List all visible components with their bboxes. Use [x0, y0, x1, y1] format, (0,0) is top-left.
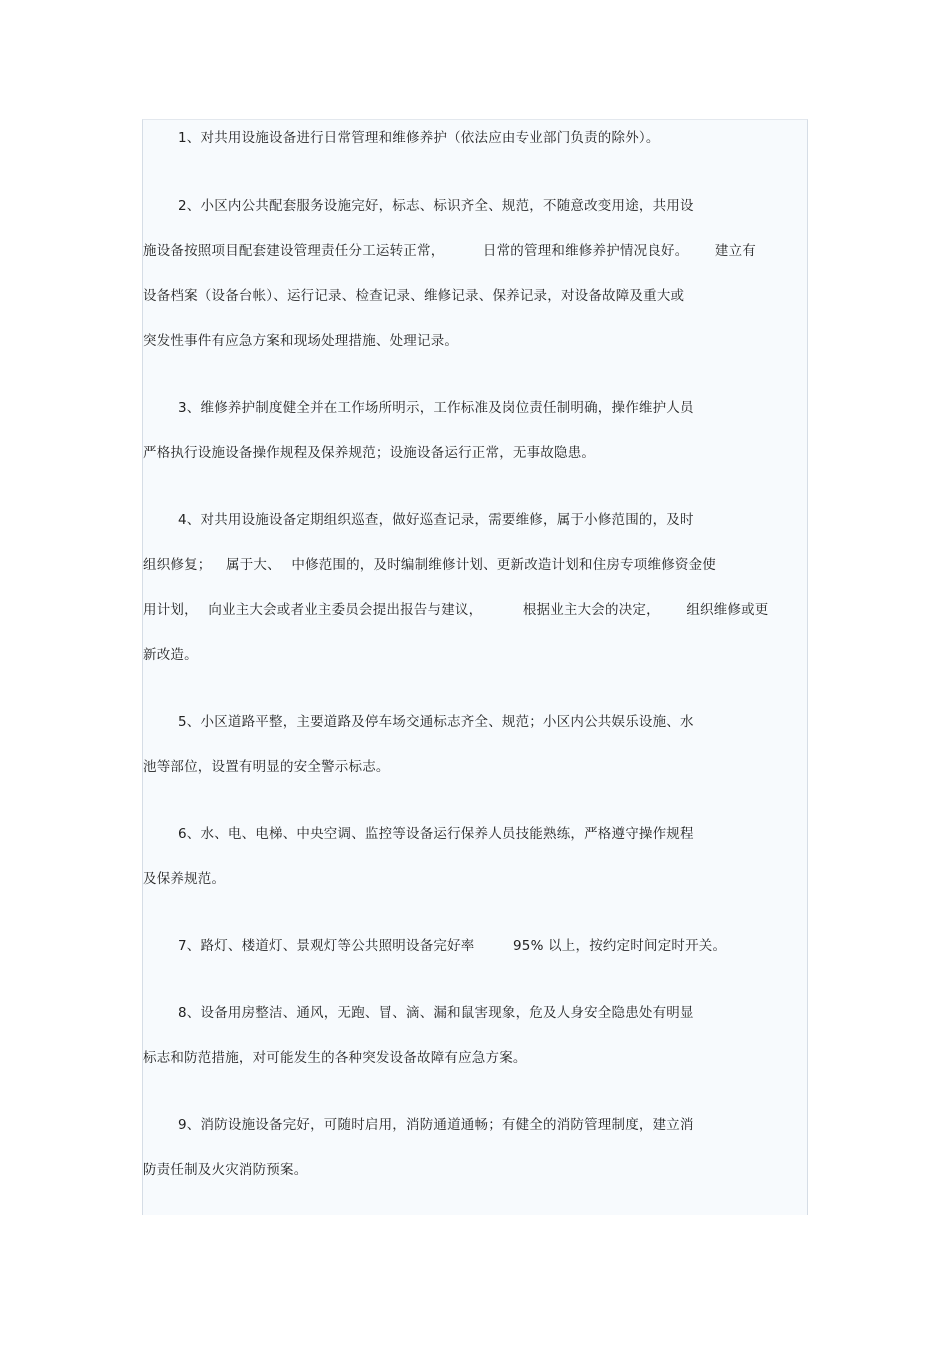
document-panel	[142, 119, 808, 1215]
item-4-line-1-text: 4、对共用设施设备定期组织巡查，做好巡查记录，需要维修，属于小修范围的，及时	[178, 512, 694, 528]
item-5-line-2	[143, 757, 807, 777]
item-8-line-1	[178, 1003, 807, 1023]
item-8-line-1-text: 8、设备用房整洁、通风，无跑、冒、滴、漏和鼠害现象，危及人身安全隐患处有明显	[178, 1005, 694, 1021]
item-5-line-1-text: 5、小区道路平整，主要道路及停车场交通标志齐全、规范；小区内公共娱乐设施、水	[178, 714, 694, 730]
item-9-line-2	[143, 1160, 807, 1180]
item-4-line-2-seg-3: 中修范围的，及时编制维修计划、更新改造计划和住房专项维修资金使	[291, 557, 717, 573]
item-4-line-4-text: 新改造。	[143, 647, 198, 663]
item-2-line-4	[143, 331, 807, 351]
item-4-line-4	[143, 645, 807, 665]
item-8-line-2-text: 标志和防范措施，对可能发生的各种突发设备故障有应急方案。	[143, 1050, 527, 1066]
item-4-line-1	[178, 510, 807, 530]
item-6-line-1	[178, 824, 807, 844]
item-4-line-2-seg-2: 属于大、	[226, 557, 281, 573]
item-3-line-2-text: 严格执行设施设备操作规程及保养规范；设施设备运行正常，无事故隐患。	[143, 445, 596, 461]
item-4-line-2	[143, 555, 807, 575]
item-6-line-1-text: 6、水、电、电梯、中央空调、监控等设备运行保养人员技能熟练，严格遵守操作规程	[178, 826, 694, 842]
item-4-line-3-seg-4: 组织维修或更	[686, 602, 769, 618]
item-2-line-2-seg-3: 建立有	[714, 243, 757, 259]
item-4-line-3-seg-2: 向业主大会或者业主委员会提出报告与建议，	[208, 602, 483, 618]
item-3-line-1	[178, 398, 807, 418]
item-4-line-3-seg-3: 根据业主大会的决定，	[522, 602, 660, 618]
item-5-line-1	[178, 712, 807, 732]
item-9-line-2-text: 防责任制及火灾消防预案。	[143, 1162, 308, 1178]
item-2-line-1	[178, 196, 807, 216]
item-2-line-3	[143, 286, 807, 306]
item-6-line-2	[143, 869, 807, 889]
item-1-line-1	[178, 128, 807, 148]
item-3-line-1-text: 3、维修养护制度健全并在工作场所明示，工作标准及岗位责任制明确，操作维护人员	[178, 400, 694, 416]
item-2-line-2-seg-2: 日常的管理和维修养护情况良好。	[482, 243, 689, 259]
item-2-line-1-text: 2、小区内公共配套服务设施完好，标志、标识齐全、规范，不随意改变用途，共用设	[178, 198, 694, 214]
item-4-line-3-seg-1: 用计划，	[143, 602, 198, 618]
item-6-line-2-text: 及保养规范。	[143, 871, 226, 887]
item-9-line-1-text: 9、消防设施设备完好，可随时启用，消防通道通畅；有健全的消防管理制度，建立消	[178, 1117, 694, 1133]
item-8-line-2	[143, 1048, 807, 1068]
item-2-line-2	[143, 241, 807, 261]
item-2-line-3-text: 设备档案（设备台帐）、运行记录、检查记录、维修记录、保养记录，对设备故障及重大或	[143, 288, 685, 304]
item-9-line-1	[178, 1115, 807, 1135]
item-1-line-1-text: 1、对共用设施设备进行日常管理和维修养护（依法应由专业部门负责的除外）。	[178, 130, 660, 146]
item-7-line-1-seg-1: 7、路灯、楼道灯、景观灯等公共照明设备完好率	[178, 938, 475, 954]
item-3-line-2	[143, 443, 807, 463]
item-7-line-1-seg-2: 95% 以上，按约定时间定时开关。	[513, 938, 727, 954]
item-4-line-3	[143, 600, 807, 620]
item-5-line-2-text: 池等部位，设置有明显的安全警示标志。	[143, 759, 390, 775]
item-4-line-2-seg-1: 组织修复；	[143, 557, 212, 573]
item-2-line-4-text: 突发性事件有应急方案和现场处理措施、处理记录。	[143, 333, 459, 349]
item-2-line-2-seg-1: 施设备按照项目配套建设管理责任分工运转正常，	[143, 243, 445, 259]
item-7-line-1	[178, 936, 807, 956]
